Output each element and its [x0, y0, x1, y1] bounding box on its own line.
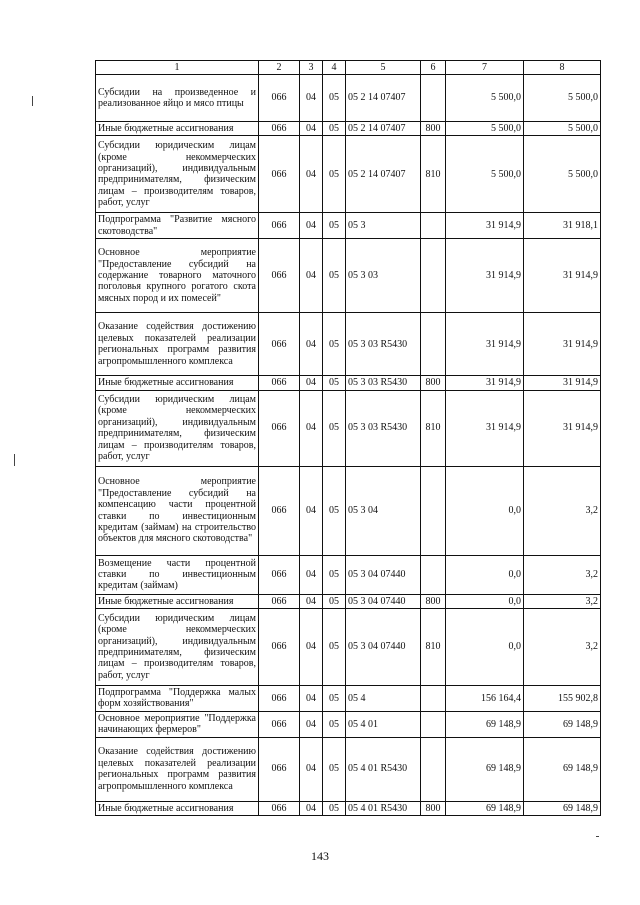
cell-expense-type: 800: [421, 594, 446, 608]
scan-mark: [14, 454, 15, 466]
cell-target-article: 05 3 03 R5430: [346, 390, 421, 466]
header-col-6: 6: [421, 61, 446, 75]
cell-amount-year-2: 3,2: [524, 555, 601, 594]
table-row: [96, 466, 601, 555]
cell-subsection: 05: [323, 75, 346, 122]
header-col-1: 1: [96, 61, 259, 75]
cell-section: 04: [300, 390, 323, 466]
scan-mark: [596, 836, 599, 837]
cell-subsection: 05: [323, 801, 346, 815]
cell-amount-year-1: 5 500,0: [446, 122, 524, 136]
cell-expense-type: [421, 75, 446, 122]
cell-subsection: 05: [323, 555, 346, 594]
cell-amount-year-2: 5 500,0: [524, 122, 601, 136]
header-row: [96, 61, 601, 75]
cell-target-article: 05 4: [346, 686, 421, 712]
header-col-8: 8: [524, 61, 601, 75]
cell-ministry-code: 066: [259, 239, 300, 313]
cell-amount-year-1: 31 914,9: [446, 390, 524, 466]
row-name: Оказание содействия достижению целевых показателей реализации региональных программ развития агропромышленного комплекса: [96, 313, 259, 376]
table-row: [96, 122, 601, 136]
cell-section: 04: [300, 737, 323, 801]
table-row: [96, 376, 601, 390]
cell-subsection: 05: [323, 122, 346, 136]
cell-amount-year-2: 69 148,9: [524, 801, 601, 815]
cell-section: 04: [300, 711, 323, 737]
table-row: [96, 801, 601, 815]
cell-section: 04: [300, 122, 323, 136]
cell-subsection: 05: [323, 376, 346, 390]
table-row: [96, 555, 601, 594]
cell-target-article: 05 3 03 R5430: [346, 376, 421, 390]
cell-section: 04: [300, 376, 323, 390]
cell-amount-year-2: 31 914,9: [524, 390, 601, 466]
cell-ministry-code: 066: [259, 313, 300, 376]
cell-expense-type: 810: [421, 136, 446, 213]
cell-target-article: 05 2 14 07407: [346, 75, 421, 122]
cell-amount-year-1: 0,0: [446, 466, 524, 555]
row-name: Субсидии юридическим лицам (кроме некоммерческих организаций), индивидуальным предпринимателям, физическим лицам – производителям товаров, работ, услуг: [96, 136, 259, 213]
cell-amount-year-2: 69 148,9: [524, 737, 601, 801]
cell-target-article: 05 4 01: [346, 711, 421, 737]
cell-section: 04: [300, 609, 323, 686]
row-name: Иные бюджетные ассигнования: [96, 376, 259, 390]
cell-ministry-code: 066: [259, 801, 300, 815]
cell-amount-year-1: 156 164,4: [446, 686, 524, 712]
table-row: [96, 737, 601, 801]
table-row: [96, 609, 601, 686]
row-name: Иные бюджетные ассигнования: [96, 801, 259, 815]
cell-expense-type: [421, 213, 446, 239]
cell-expense-type: [421, 313, 446, 376]
cell-target-article: 05 3 04: [346, 466, 421, 555]
row-name: Подпрограмма "Развитие мясного скотоводства": [96, 213, 259, 239]
cell-ministry-code: 066: [259, 376, 300, 390]
cell-target-article: 05 3 04 07440: [346, 609, 421, 686]
cell-ministry-code: 066: [259, 213, 300, 239]
cell-amount-year-1: 69 148,9: [446, 737, 524, 801]
table-row: [96, 136, 601, 213]
cell-subsection: 05: [323, 213, 346, 239]
cell-target-article: 05 2 14 07407: [346, 122, 421, 136]
cell-subsection: 05: [323, 136, 346, 213]
header-col-4: 4: [323, 61, 346, 75]
cell-target-article: 05 2 14 07407: [346, 136, 421, 213]
cell-amount-year-2: 5 500,0: [524, 75, 601, 122]
cell-amount-year-1: 0,0: [446, 555, 524, 594]
cell-ministry-code: 066: [259, 594, 300, 608]
cell-amount-year-2: 31 914,9: [524, 239, 601, 313]
cell-amount-year-1: 0,0: [446, 594, 524, 608]
cell-target-article: 05 3 04 07440: [346, 594, 421, 608]
row-name: Субсидии юридическим лицам (кроме некоммерческих организаций), индивидуальным предпринимателям, физическим лицам – производителям товаров, работ, услуг: [96, 390, 259, 466]
cell-amount-year-1: 31 914,9: [446, 213, 524, 239]
cell-ministry-code: 066: [259, 711, 300, 737]
cell-target-article: 05 3 03 R5430: [346, 313, 421, 376]
cell-ministry-code: 066: [259, 555, 300, 594]
cell-target-article: 05 3 04 07440: [346, 555, 421, 594]
table-row: [96, 239, 601, 313]
cell-subsection: 05: [323, 313, 346, 376]
cell-amount-year-2: 31 918,1: [524, 213, 601, 239]
cell-ministry-code: 066: [259, 122, 300, 136]
cell-expense-type: [421, 239, 446, 313]
row-name: Основное мероприятие "Предоставление субсидий на компенсацию части процентной ставки по инвестиционным кредитам (займам) на строительство объектов для мясного скотоводства": [96, 466, 259, 555]
table-row: [96, 594, 601, 608]
cell-amount-year-1: 69 148,9: [446, 801, 524, 815]
cell-expense-type: [421, 711, 446, 737]
page-number: 143: [311, 849, 329, 863]
cell-amount-year-2: 3,2: [524, 594, 601, 608]
cell-subsection: 05: [323, 686, 346, 712]
table-row: [96, 213, 601, 239]
cell-amount-year-1: 5 500,0: [446, 136, 524, 213]
cell-amount-year-2: 3,2: [524, 466, 601, 555]
cell-expense-type: 800: [421, 376, 446, 390]
cell-ministry-code: 066: [259, 466, 300, 555]
header-col-7: 7: [446, 61, 524, 75]
cell-expense-type: [421, 555, 446, 594]
cell-amount-year-1: 31 914,9: [446, 376, 524, 390]
cell-amount-year-2: 31 914,9: [524, 376, 601, 390]
row-name: Субсидии юридическим лицам (кроме некоммерческих организаций), индивидуальным предпринимателям, физическим лицам – производителям товаров, работ, услуг: [96, 609, 259, 686]
cell-amount-year-2: 155 902,8: [524, 686, 601, 712]
header-col-2: 2: [259, 61, 300, 75]
table-row: [96, 390, 601, 466]
cell-target-article: 05 4 01 R5430: [346, 737, 421, 801]
cell-target-article: 05 4 01 R5430: [346, 801, 421, 815]
cell-expense-type: 810: [421, 390, 446, 466]
cell-ministry-code: 066: [259, 609, 300, 686]
header-col-5: 5: [346, 61, 421, 75]
cell-amount-year-1: 31 914,9: [446, 239, 524, 313]
table-row: [96, 75, 601, 122]
table-row: [96, 313, 601, 376]
cell-amount-year-2: 31 914,9: [524, 313, 601, 376]
cell-section: 04: [300, 594, 323, 608]
cell-section: 04: [300, 136, 323, 213]
row-name: Основное мероприятие "Поддержка начинающих фермеров": [96, 711, 259, 737]
header-col-3: 3: [300, 61, 323, 75]
cell-expense-type: [421, 466, 446, 555]
cell-section: 04: [300, 686, 323, 712]
cell-ministry-code: 066: [259, 75, 300, 122]
cell-ministry-code: 066: [259, 686, 300, 712]
cell-section: 04: [300, 801, 323, 815]
cell-ministry-code: 066: [259, 136, 300, 213]
cell-subsection: 05: [323, 390, 346, 466]
cell-subsection: 05: [323, 737, 346, 801]
cell-amount-year-1: 5 500,0: [446, 75, 524, 122]
row-name: Основное мероприятие "Предоставление субсидий на содержание товарного маточного поголовья крупного рогатого скота мясных пород и их помесей": [96, 239, 259, 313]
cell-section: 04: [300, 75, 323, 122]
cell-expense-type: 800: [421, 801, 446, 815]
cell-subsection: 05: [323, 466, 346, 555]
budget-table: [95, 60, 601, 816]
cell-section: 04: [300, 239, 323, 313]
cell-target-article: 05 3: [346, 213, 421, 239]
cell-section: 04: [300, 213, 323, 239]
row-name: Иные бюджетные ассигнования: [96, 122, 259, 136]
cell-amount-year-2: 3,2: [524, 609, 601, 686]
cell-expense-type: 800: [421, 122, 446, 136]
cell-target-article: 05 3 03: [346, 239, 421, 313]
cell-amount-year-2: 69 148,9: [524, 711, 601, 737]
cell-subsection: 05: [323, 711, 346, 737]
table-row: [96, 711, 601, 737]
row-name: Оказание содействия достижению целевых показателей реализации региональных программ развития агропромышленного комплекса: [96, 737, 259, 801]
cell-expense-type: [421, 737, 446, 801]
cell-subsection: 05: [323, 609, 346, 686]
row-name: Подпрограмма "Поддержка малых форм хозяйствования": [96, 686, 259, 712]
cell-ministry-code: 066: [259, 390, 300, 466]
cell-expense-type: [421, 686, 446, 712]
cell-section: 04: [300, 313, 323, 376]
cell-amount-year-1: 31 914,9: [446, 313, 524, 376]
cell-amount-year-1: 0,0: [446, 609, 524, 686]
cell-subsection: 05: [323, 239, 346, 313]
cell-expense-type: 810: [421, 609, 446, 686]
cell-section: 04: [300, 466, 323, 555]
table-row: [96, 686, 601, 712]
row-name: Иные бюджетные ассигнования: [96, 594, 259, 608]
scan-mark: [32, 96, 33, 106]
cell-ministry-code: 066: [259, 737, 300, 801]
row-name: Субсидии на произведенное и реализованное яйцо и мясо птицы: [96, 75, 259, 122]
cell-amount-year-2: 5 500,0: [524, 136, 601, 213]
row-name: Возмещение части процентной ставки по инвестиционным кредитам (займам): [96, 555, 259, 594]
cell-subsection: 05: [323, 594, 346, 608]
cell-amount-year-1: 69 148,9: [446, 711, 524, 737]
cell-section: 04: [300, 555, 323, 594]
